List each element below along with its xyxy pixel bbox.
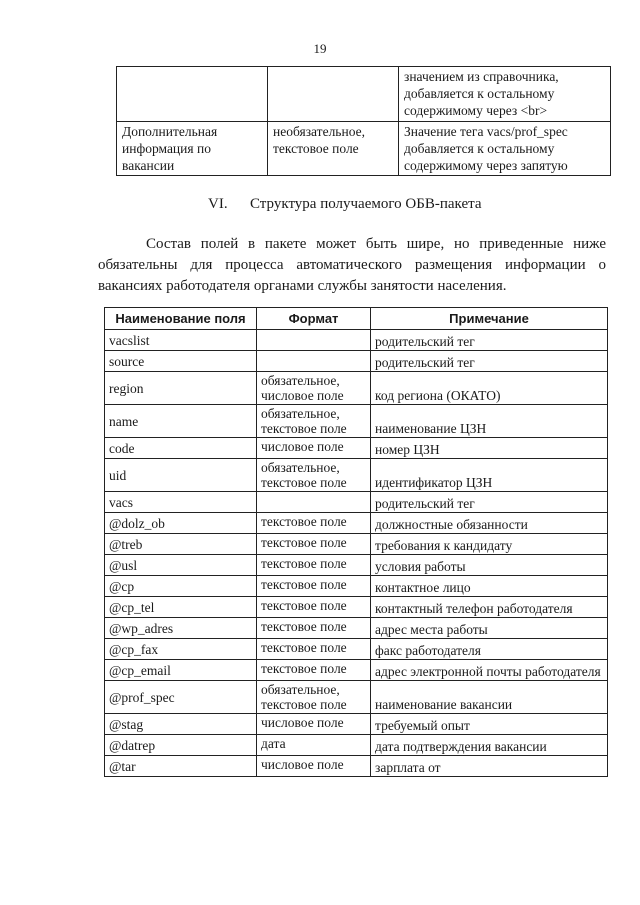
table-cell-name: @cp_fax	[105, 639, 257, 660]
table-cell-name: name	[105, 405, 257, 438]
table-cell-name: @tar	[105, 756, 257, 777]
table-cell-format	[257, 351, 371, 372]
table-cell-note: адрес места работы	[371, 618, 608, 639]
header-name: Наименование поля	[105, 308, 257, 330]
section-title: Структура получаемого ОБВ-пакета	[250, 196, 482, 212]
table-row	[105, 438, 608, 459]
header-format: Формат	[257, 308, 371, 330]
section-heading	[208, 196, 482, 213]
table-cell	[268, 67, 399, 122]
table-cell-format: текстовое поле	[257, 639, 371, 660]
table-row	[105, 756, 608, 777]
table-row	[105, 597, 608, 618]
table-cell-name: vacs	[105, 492, 257, 513]
table-cell-note: факс работодателя	[371, 639, 608, 660]
table-cell-format: числовое поле	[257, 438, 371, 459]
table-cell-note: адрес электронной почты работодателя	[371, 660, 608, 681]
table-cell-note: контактное лицо	[371, 576, 608, 597]
table-cell-format: текстовое поле	[257, 597, 371, 618]
table-cell-note: идентификатор ЦЗН	[371, 459, 608, 492]
table-cell-name: @datrep	[105, 735, 257, 756]
table-cell-name: @wp_adres	[105, 618, 257, 639]
table-cell-note: условия работы	[371, 555, 608, 576]
table-cell-format: числовое поле	[257, 756, 371, 777]
table-cell-name: @dolz_ob	[105, 513, 257, 534]
table-cell	[117, 67, 268, 122]
table-row	[105, 459, 608, 492]
table-cell-name: @cp_tel	[105, 597, 257, 618]
table-cell: значением из справочника, добавляется к остальному содержимому через <br>	[399, 67, 611, 122]
table-cell-note: номер ЦЗН	[371, 438, 608, 459]
section-number: VI.	[208, 196, 228, 212]
table-cell-name: @stag	[105, 714, 257, 735]
table-row	[105, 660, 608, 681]
table-header-row	[105, 308, 608, 330]
table-row	[105, 513, 608, 534]
table-cell-format: текстовое поле	[257, 534, 371, 555]
table-row	[105, 618, 608, 639]
table-cell-name: @cp_email	[105, 660, 257, 681]
page-number: 19	[313, 41, 327, 56]
table-cell-note: родительский тег	[371, 351, 608, 372]
table-cell: Дополнительная информация по вакансии	[117, 122, 268, 176]
table-cell-note: требуемый опыт	[371, 714, 608, 735]
table-cell-note: требования к кандидату	[371, 534, 608, 555]
fields-table	[104, 307, 608, 777]
table-row	[105, 330, 608, 351]
table-cell-note: код региона (ОКАТО)	[371, 372, 608, 405]
table-cell-format: текстовое поле	[257, 660, 371, 681]
table-row	[105, 576, 608, 597]
table-cell: необязательное, текстовое поле	[268, 122, 399, 176]
continuation-table	[116, 66, 611, 176]
intro-text: Состав полей в пакете может быть шире, но приведенные ниже обязательны для процесса автоматического размещения информации о вакансиях работодателя органами службы занятости населения.	[98, 236, 606, 294]
intro-paragraph	[98, 234, 606, 297]
table-cell-format: обязательное, текстовое поле	[257, 681, 371, 714]
table-row	[105, 555, 608, 576]
table-cell-format: текстовое поле	[257, 576, 371, 597]
table-row	[105, 534, 608, 555]
table-cell-name: @treb	[105, 534, 257, 555]
table-cell-note: наименование вакансии	[371, 681, 608, 714]
table-cell-note: родительский тег	[371, 330, 608, 351]
table-cell-note: контактный телефон работодателя	[371, 597, 608, 618]
table-row	[105, 492, 608, 513]
table-cell-note: дата подтверждения вакансии	[371, 735, 608, 756]
table-cell-format: текстовое поле	[257, 513, 371, 534]
table-cell-note: наименование ЦЗН	[371, 405, 608, 438]
table-cell-format: текстовое поле	[257, 618, 371, 639]
table-row	[105, 735, 608, 756]
table-cell-format	[257, 330, 371, 351]
table-row	[105, 405, 608, 438]
table-cell-name: uid	[105, 459, 257, 492]
table-cell-format: обязательное, текстовое поле	[257, 405, 371, 438]
header-note: Примечание	[371, 308, 608, 330]
table-cell-name: @prof_spec	[105, 681, 257, 714]
table-cell-note: зарплата от	[371, 756, 608, 777]
table-row	[117, 122, 611, 176]
table-row	[105, 639, 608, 660]
table-cell-format: дата	[257, 735, 371, 756]
table-cell-format	[257, 492, 371, 513]
table-cell-note: должностные обязанности	[371, 513, 608, 534]
table-cell-format: текстовое поле	[257, 555, 371, 576]
table-row	[105, 681, 608, 714]
table-cell-name: source	[105, 351, 257, 372]
table-cell-name: @usl	[105, 555, 257, 576]
table-cell-name: code	[105, 438, 257, 459]
table-cell-note: родительский тег	[371, 492, 608, 513]
table-row	[105, 372, 608, 405]
table-cell-name: vacslist	[105, 330, 257, 351]
table-cell-format: обязательное, текстовое поле	[257, 459, 371, 492]
table-cell-format: обязательное, числовое поле	[257, 372, 371, 405]
table-row	[117, 67, 611, 122]
table-cell-name: @cp	[105, 576, 257, 597]
table-cell-format: числовое поле	[257, 714, 371, 735]
table-row	[105, 351, 608, 372]
table-cell: Значение тега vacs/prof_spec добавляется к остальному содержимому через запятую	[399, 122, 611, 176]
table-row	[105, 714, 608, 735]
table-cell-name: region	[105, 372, 257, 405]
